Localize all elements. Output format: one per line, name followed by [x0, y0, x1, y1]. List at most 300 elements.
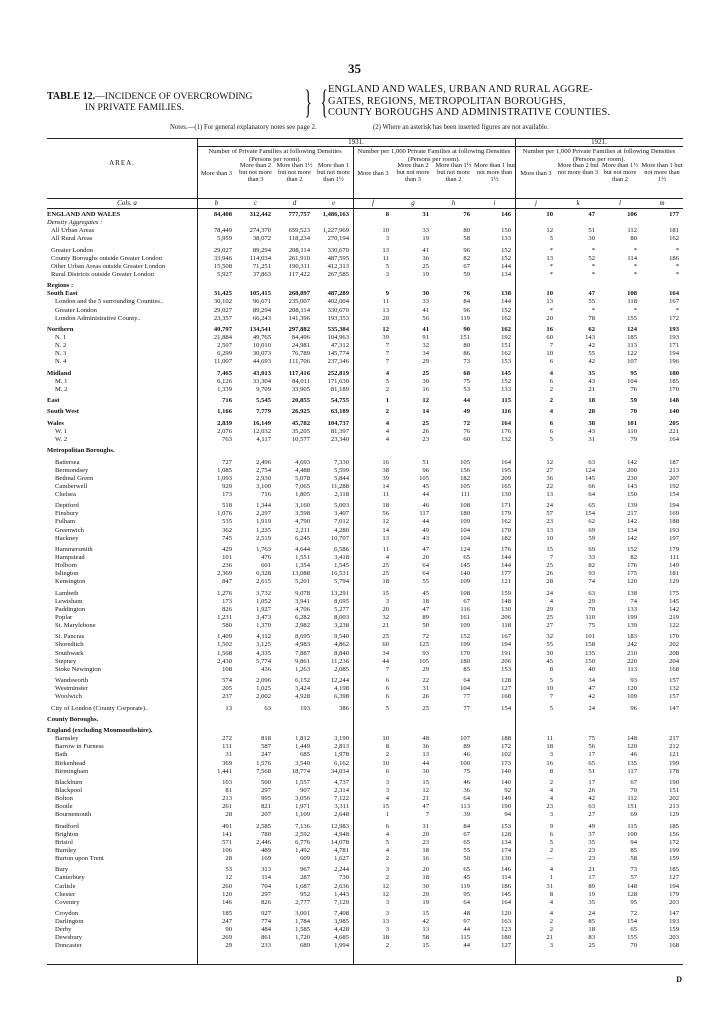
- cell-m: 205: [669, 419, 679, 427]
- cell-g: 13: [422, 926, 429, 934]
- cell-i: 102: [501, 751, 511, 759]
- cell-h: 113: [460, 803, 470, 811]
- cell-m: 193: [669, 325, 679, 333]
- cell-l: 138: [627, 589, 637, 597]
- cell-h: 60: [463, 435, 470, 443]
- cell-e: 81,189: [330, 385, 349, 393]
- cell-f: 6: [385, 767, 389, 775]
- cell-j: 5: [549, 435, 553, 443]
- cell-k: 49: [588, 822, 595, 830]
- cell-i: 133: [501, 235, 511, 243]
- cell-c: 169: [261, 855, 271, 862]
- cell-h: 64: [463, 677, 470, 684]
- cell-l: 135: [627, 759, 637, 767]
- cell-c: 96,671: [252, 298, 271, 306]
- cell-g: 15: [422, 942, 429, 950]
- cell-m: 193: [669, 918, 679, 926]
- cell-l: 210: [627, 649, 637, 657]
- cell-b: 369: [222, 759, 232, 767]
- table-title-line-1: —INCIDENCE OF OVERCROWDING: [95, 91, 253, 102]
- table-row: [47, 397, 683, 406]
- cell-d: 287: [300, 874, 310, 882]
- cell-c: 7,568: [256, 767, 271, 775]
- cell-f: 11: [382, 490, 389, 498]
- cell-m: 121: [669, 751, 679, 759]
- cell-j: 24: [546, 589, 553, 597]
- cell-g: 36: [422, 743, 429, 751]
- cell-e: 7,012: [334, 518, 349, 526]
- note-2: (2) Where an asterisk has been inserted figures are not available.: [373, 124, 549, 131]
- cell-c: 2,002: [256, 693, 271, 701]
- cell-j: *: [549, 262, 553, 270]
- cell-c: 44,693: [252, 358, 271, 366]
- cell-e: 8,695: [334, 597, 349, 605]
- table-row: [47, 578, 683, 587]
- cell-j: 5: [549, 677, 553, 684]
- cell-d: 20,855: [291, 397, 310, 405]
- cell-j: 5: [549, 838, 553, 846]
- cell-l: 76: [630, 385, 637, 393]
- cell-m: 187: [669, 458, 679, 466]
- cell-e: 104,737: [327, 419, 349, 427]
- row-label: N. 1: [55, 334, 67, 341]
- cell-c: 826: [261, 898, 271, 906]
- cell-f: 2: [385, 855, 389, 862]
- cell-f: 11: [382, 254, 389, 262]
- row-label: Carlisle: [55, 882, 76, 890]
- cell-c: 16,149: [252, 419, 271, 427]
- cell-j: 36: [546, 474, 553, 482]
- cell-d: 3,160: [295, 502, 310, 510]
- cell-i: 176: [501, 545, 511, 553]
- cell-j: 2: [549, 926, 553, 934]
- cell-g: 12: [422, 397, 429, 405]
- cell-e: 3,190: [334, 735, 349, 743]
- cell-e: 5,794: [334, 578, 349, 586]
- cell-h: 105: [460, 458, 470, 466]
- cell-i: 127: [501, 685, 511, 693]
- cell-j: 22: [546, 482, 553, 490]
- cell-b: 11,007: [214, 358, 232, 366]
- cell-b: 574: [222, 677, 232, 684]
- cell-e: 3,418: [334, 554, 349, 561]
- cell-e: 487,289: [327, 290, 349, 298]
- cell-h: 64: [463, 795, 470, 803]
- cell-l: 154: [627, 918, 637, 926]
- cell-l: 72: [630, 910, 637, 917]
- cell-l: 155: [627, 934, 637, 942]
- cell-g: 30: [422, 767, 429, 775]
- left-brace: }: [304, 84, 312, 121]
- cell-b: 141: [222, 830, 232, 838]
- cell-e: 193,353: [327, 314, 349, 322]
- cell-c: 297: [261, 890, 271, 898]
- cell-c: 995: [261, 795, 271, 803]
- cell-i: 127: [501, 942, 511, 950]
- cell-f: 14: [382, 526, 389, 534]
- cell-c: 2,519: [256, 534, 271, 542]
- cell-j: *: [549, 246, 553, 254]
- subtitle-line: ENGLAND AND WALES, URBAN AND RURAL AGGRE-: [328, 84, 593, 95]
- cell-b: 1,502: [217, 641, 232, 649]
- cell-c: 774: [261, 918, 271, 926]
- cell-l: 82: [630, 554, 637, 561]
- cell-h: 104: [460, 526, 470, 534]
- row-label: Density Aggregates :: [47, 219, 103, 227]
- cell-e: 4,781: [334, 846, 349, 854]
- cell-l: 120: [627, 743, 637, 751]
- cell-d: 208,114: [288, 246, 310, 254]
- cell-j: 6: [549, 358, 553, 366]
- row-label: Doncaster: [55, 942, 82, 950]
- row-label: Bootle: [55, 803, 73, 811]
- cell-b: 6,126: [217, 377, 232, 385]
- cell-b: 103: [222, 778, 232, 786]
- cell-m: 212: [669, 743, 679, 751]
- cell-m: 190: [669, 778, 679, 786]
- cell-m: *: [675, 306, 679, 314]
- row-label: Camberwell: [55, 482, 88, 490]
- cell-d: 1,784: [295, 918, 310, 926]
- cell-m: 181: [669, 227, 679, 235]
- cell-m: 199: [669, 846, 679, 854]
- cell-h: 119: [460, 314, 470, 322]
- cell-h: 58: [463, 235, 470, 243]
- cell-c: 704: [261, 882, 271, 890]
- cell-l: 69: [630, 811, 637, 819]
- cell-f: 13: [382, 918, 389, 926]
- cell-l: 120: [627, 685, 637, 693]
- cell-b: 90: [225, 926, 232, 934]
- table-row: [47, 386, 683, 395]
- cell-g: 58: [422, 934, 429, 942]
- cell-c: 5,545: [256, 397, 271, 405]
- row-label: South West: [47, 408, 79, 416]
- row-label: Woolwich: [55, 693, 82, 701]
- cell-k: 51: [588, 227, 595, 235]
- cell-h: 65: [463, 866, 470, 874]
- col-letter-d: d: [292, 199, 297, 207]
- col-head-c: More than 2 but not more than 3: [239, 162, 272, 183]
- cell-c: 9,709: [256, 385, 271, 393]
- cell-m: 159: [669, 855, 679, 862]
- cell-f: 10: [382, 735, 389, 743]
- cell-c: 312,442: [249, 211, 271, 218]
- cell-i: 146: [501, 211, 511, 218]
- cell-e: 54,755: [330, 397, 349, 405]
- cell-c: 114: [261, 874, 271, 882]
- cell-k: 89: [588, 882, 595, 890]
- cell-b: 362: [222, 526, 232, 534]
- cell-m: 193: [669, 526, 679, 534]
- cell-g: 13: [422, 751, 429, 759]
- cell-g: 19: [422, 270, 429, 278]
- cell-l: 175: [627, 570, 637, 578]
- cell-i: 172: [501, 743, 511, 751]
- row-label: Greater London: [51, 246, 93, 254]
- row-label: London and the 5 surrounding Counties..: [55, 298, 164, 306]
- row-label: Islington: [55, 570, 79, 578]
- cell-f: 2: [385, 751, 389, 759]
- cell-c: 3,473: [256, 613, 271, 621]
- cell-c: 601: [261, 562, 271, 570]
- cell-f: 13: [382, 246, 389, 254]
- cell-j: 26: [546, 570, 553, 578]
- cell-f: 5: [385, 704, 389, 712]
- cell-f: 9: [385, 290, 389, 298]
- table-row: [47, 942, 683, 951]
- cell-i: 144: [501, 298, 511, 306]
- cell-l: 134: [627, 526, 637, 534]
- cell-i: 92: [504, 787, 511, 794]
- cell-j: 4: [549, 597, 553, 605]
- cell-j: 10: [546, 534, 553, 542]
- cell-g: 46: [422, 502, 429, 510]
- cell-d: 967: [300, 866, 310, 874]
- cell-g: 72: [422, 633, 429, 641]
- row-label: Bath: [55, 751, 68, 759]
- cell-f: 21: [382, 622, 389, 629]
- cell-d: 1,720: [295, 934, 310, 942]
- cell-j: 5: [549, 704, 553, 712]
- cell-b: 1,441: [217, 767, 232, 775]
- cell-h: 115: [460, 934, 470, 942]
- right-brace: {: [320, 84, 328, 121]
- cell-l: 148: [627, 735, 637, 743]
- cell-c: 2,446: [256, 838, 271, 846]
- cell-d: 118,234: [288, 235, 310, 243]
- cell-c: 297: [261, 787, 271, 794]
- cell-g: 45: [422, 482, 429, 490]
- year-1931: 1931.: [348, 138, 364, 146]
- row-label: Blackpool: [55, 787, 83, 794]
- cell-b: 173: [222, 597, 232, 605]
- cell-i: 164: [501, 458, 511, 466]
- cell-l: 124: [627, 325, 637, 333]
- cell-i: 192: [501, 334, 511, 341]
- cell-m: 171: [669, 342, 679, 350]
- cell-e: 4,948: [334, 830, 349, 838]
- cell-g: 105: [419, 657, 429, 665]
- cell-e: 9,540: [334, 633, 349, 641]
- cell-d: 7,136: [295, 822, 310, 830]
- cell-g: 19: [422, 235, 429, 243]
- cell-b: 727: [222, 458, 232, 466]
- cell-f: 32: [382, 613, 389, 621]
- cell-h: 105: [460, 482, 470, 490]
- cell-l: *: [633, 306, 637, 314]
- cell-j: 10: [546, 211, 553, 218]
- cell-i: 159: [501, 589, 511, 597]
- cell-f: 6: [385, 822, 389, 830]
- cell-e: 1,545: [334, 562, 349, 570]
- cell-c: 10,010: [252, 342, 271, 350]
- row-label: Southwark: [55, 649, 84, 657]
- cell-j: 29: [546, 605, 553, 613]
- cell-b: 518: [222, 502, 232, 510]
- cell-k: 40: [588, 665, 595, 673]
- cell-c: 500: [261, 778, 271, 786]
- cell-k: 63: [588, 803, 595, 811]
- cell-b: 6,299: [217, 350, 232, 358]
- cell-l: 142: [627, 458, 637, 466]
- cell-i: 174: [501, 846, 511, 854]
- cell-i: 152: [501, 377, 511, 385]
- row-label: Derby: [55, 926, 72, 934]
- cell-c: 927: [261, 910, 271, 917]
- cell-f: 6: [385, 677, 389, 684]
- cell-h: 46: [463, 751, 470, 759]
- cell-h: 109: [460, 622, 470, 629]
- cell-d: 3,056: [295, 795, 310, 803]
- cell-k: 83: [588, 934, 595, 942]
- cell-m: 203: [669, 898, 679, 906]
- col-head-d: More than 1½ but not more than 2: [276, 162, 313, 183]
- row-label: Rural Districts outside Greater London: [51, 270, 154, 278]
- cell-c: 489: [261, 846, 271, 854]
- col-head-g: More than 2 but not more than 3: [396, 162, 430, 183]
- cell-l: 67: [630, 778, 637, 786]
- cell-e: 330,670: [327, 246, 349, 254]
- table-row: [47, 622, 683, 631]
- cols-label: Cols. a: [117, 199, 137, 207]
- table-row: [47, 436, 683, 445]
- cell-h: 46: [463, 778, 470, 786]
- cell-g: 25: [422, 419, 429, 427]
- cell-k: 63: [588, 458, 595, 466]
- cell-i: 154: [501, 704, 511, 712]
- cell-h: 152: [460, 633, 470, 641]
- cell-d: 13,088: [291, 570, 310, 578]
- cell-f: 15: [382, 803, 389, 811]
- cell-f: 18: [382, 934, 389, 942]
- row-label: N. 4: [55, 358, 67, 366]
- cell-k: 66: [588, 482, 595, 490]
- cell-m: 192: [669, 482, 679, 490]
- col-head-i: More than 1 but not more than 1½: [474, 162, 515, 183]
- cell-j: 1: [549, 874, 553, 882]
- cell-m: 219: [669, 613, 679, 621]
- row-label: Darlington: [55, 918, 84, 926]
- cell-k: 34: [588, 677, 595, 684]
- cell-k: 158: [585, 641, 595, 649]
- row-label: Burton upon Trent: [55, 855, 104, 862]
- cell-d: 117,416: [288, 369, 310, 377]
- cell-b: 535: [222, 518, 232, 526]
- cell-k: 63: [588, 589, 595, 597]
- cell-c: 1,052: [256, 597, 271, 605]
- cell-i: 152: [501, 246, 511, 254]
- cell-l: 57: [630, 874, 637, 882]
- cell-c: 33,304: [252, 377, 271, 385]
- cell-d: 7,065: [295, 482, 310, 490]
- cell-b: 2,076: [217, 427, 232, 435]
- cell-h: 124: [460, 545, 470, 553]
- cell-i: 130: [501, 490, 511, 498]
- cell-d: 1,492: [295, 846, 310, 854]
- cell-m: *: [675, 246, 679, 254]
- cell-e: 386: [339, 704, 349, 712]
- cell-l: 110: [627, 427, 637, 435]
- cell-m: *: [675, 270, 679, 278]
- cell-b: 580: [222, 622, 232, 629]
- row-label: Croydon: [55, 910, 79, 917]
- cell-f: 38: [382, 466, 389, 474]
- cell-b: 30,102: [213, 298, 232, 306]
- cell-b: 120: [222, 890, 232, 898]
- cell-l: 142: [627, 518, 637, 526]
- cell-i: 132: [501, 435, 511, 443]
- cell-k: 74: [588, 578, 595, 586]
- cell-e: 5,599: [334, 466, 349, 474]
- cell-d: 6,245: [295, 534, 310, 542]
- row-label: Holborn: [55, 562, 77, 570]
- row-label: Poplar: [55, 613, 73, 621]
- cell-j: 7: [549, 554, 553, 561]
- row-label: County Boroughs outside Greater London: [51, 254, 162, 262]
- cell-d: 4,706: [295, 605, 310, 613]
- cell-m: 221: [669, 427, 679, 435]
- cell-f: 18: [382, 502, 389, 510]
- cell-m: 149: [669, 562, 679, 570]
- cell-g: 64: [422, 570, 429, 578]
- cell-d: 689: [300, 942, 310, 950]
- cell-h: 85: [463, 665, 470, 673]
- cell-b: 84,408: [213, 211, 232, 218]
- cell-b: 101: [222, 554, 232, 561]
- cell-e: 34,034: [330, 767, 349, 775]
- cell-d: 18,774: [291, 767, 310, 775]
- cell-h: 48: [463, 910, 470, 917]
- cell-j: 16: [546, 759, 553, 767]
- cell-d: 6,282: [295, 613, 310, 621]
- cell-d: 3,424: [295, 685, 310, 693]
- col-letter-k: k: [576, 199, 580, 207]
- cell-b: 1,076: [217, 510, 232, 518]
- col-letter-c: c: [253, 199, 258, 207]
- cell-c: 1,370: [256, 622, 271, 629]
- cell-l: 151: [627, 803, 637, 811]
- row-label: Paddington: [55, 605, 86, 613]
- row-label: Stepney: [55, 657, 77, 665]
- cell-g: 23: [422, 435, 429, 443]
- cell-f: 12: [382, 890, 389, 898]
- cell-c: 484: [261, 926, 271, 934]
- cell-m: 170: [669, 385, 679, 393]
- cell-c: 207: [261, 811, 271, 819]
- cell-f: 39: [382, 334, 389, 341]
- cell-c: 89,294: [252, 246, 271, 254]
- cell-l: 185: [627, 334, 637, 341]
- cell-d: 117,422: [288, 270, 310, 278]
- cell-m: 213: [669, 466, 679, 474]
- cell-h: 77: [463, 693, 470, 701]
- cell-k: 110: [585, 613, 595, 621]
- cell-j: 13: [546, 490, 553, 498]
- cell-h: 180: [460, 657, 470, 665]
- col-letter-f: f: [372, 199, 374, 207]
- cell-h: 100: [460, 759, 470, 767]
- cell-e: 145,774: [327, 350, 349, 358]
- cell-m: 157: [669, 693, 679, 701]
- cell-i: 165: [501, 482, 511, 490]
- cell-f: 4: [385, 554, 389, 561]
- cell-d: 6,776: [295, 838, 310, 846]
- cell-l: 59: [630, 397, 637, 405]
- cell-m: 178: [669, 767, 679, 775]
- cell-i: 206: [501, 657, 511, 665]
- cell-e: 3,238: [334, 622, 349, 629]
